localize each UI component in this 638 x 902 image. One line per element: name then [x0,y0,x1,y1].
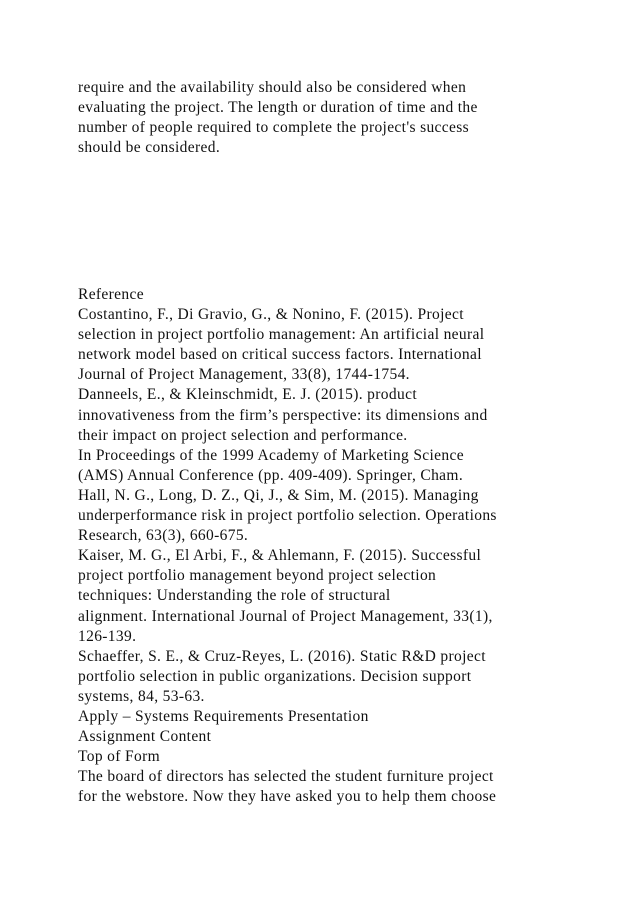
text-line: should be considered. [78,139,221,157]
reference-line: systems, 84, 53-63. [78,687,205,705]
text-line: for the webstore. Now they have asked you to help them choose [78,788,497,806]
references-heading: Reference [78,286,144,303]
form-marker: Top of Form [78,748,160,766]
reference-line: (AMS) Annual Conference (pp. 409-409). Springer, Cham. [78,466,464,484]
reference-line: project portfolio management beyond project selection [78,567,437,585]
reference-line: 126-139. [78,627,137,645]
reference-line: Schaeffer, S. E., & Cruz-Reyes, L. (2016). Static R&D project [78,647,486,665]
reference-line: Hall, N. G., Long, D. Z., Qi, J., & Sim, M. (2015). Managing [78,486,479,504]
section-subtitle: Assignment Content [78,728,212,746]
reference-line: In Proceedings of the 1999 Academy of Marketing Science [78,446,464,464]
reference-line: Journal of Project Management, 33(8), 1744-1754. [78,366,410,384]
reference-line: Research, 63(3), 660-675. [78,527,249,545]
references-section [78,285,626,807]
reference-line: portfolio selection in public organizations. Decision support [78,667,472,685]
section-title: Apply – Systems Requirements Presentation [78,707,369,725]
reference-line: underperformance risk in project portfolio selection. Operations [78,507,497,525]
reference-line: Kaiser, M. G., El Arbi, F., & Ahlemann, F. (2015). Successful [78,547,482,565]
text-line: number of people required to complete the project's success [78,119,470,137]
reference-line: selection in project portfolio management: An artificial neural [78,326,485,344]
reference-line: Danneels, E., & Kleinschmidt, E. J. (2015). product [78,386,417,404]
text-line: evaluating the project. The length or duration of time and the [78,99,478,117]
reference-line: Costantino, F., Di Gravio, G., & Nonino, F. (2015). Project [78,306,464,324]
reference-line: techniques: Understanding the role of structural [78,587,391,605]
reference-line: network model based on critical success factors. International [78,346,482,364]
text-line: require and the availability should also be considered when [78,79,467,96]
reference-line: their impact on project selection and performance. [78,426,408,444]
reference-line: alignment. International Journal of Project Management, 33(1), [78,607,493,625]
reference-line: innovativeness from the firm’s perspective: its dimensions and [78,406,488,424]
intro-paragraph [78,78,626,158]
text-line: The board of directors has selected the student furniture project [78,768,494,786]
